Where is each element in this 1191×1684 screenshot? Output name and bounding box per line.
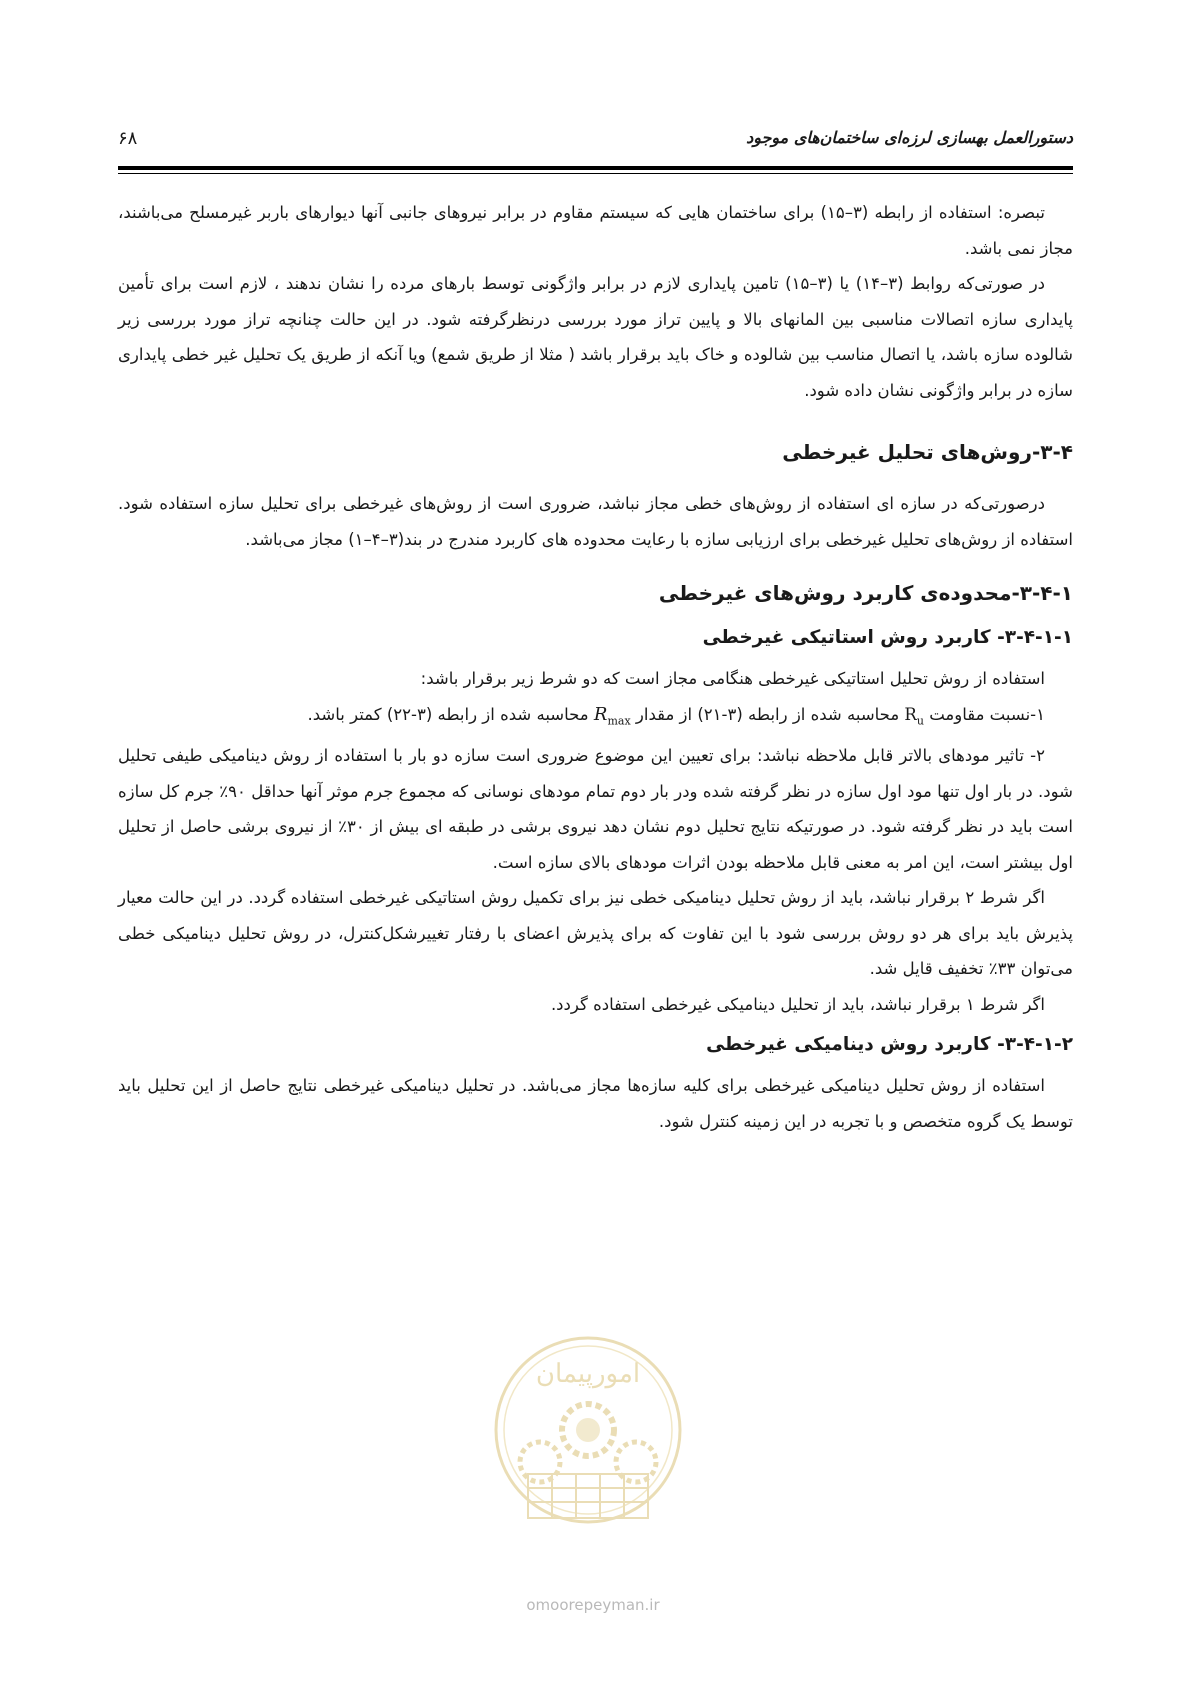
page-header: [118, 128, 1073, 152]
header-rule-thin: [118, 173, 1073, 174]
paragraph-static-conditions: استفاده از روش تحلیل استاتیکی غیرخطی هنگامی مجاز است که دو شرط زیر برقرار باشد:: [420, 669, 1045, 688]
paragraph-condition-1: [118, 697, 1073, 739]
section-heading-3-4-1-2: ۳-۴-۱-۲- کاربرد روش دینامیکی غیرخطی: [706, 1034, 1073, 1056]
paragraph-nonlinear-intro: درصورتی‌که در سازه ای استفاده از روش‌های خطی مجاز نباشد، ضروری است از روش‌های غیرخطی برای تحلیل سازه استفاده شود. استفاده از روش‌های تحلیل غیرخطی برای ارزیابی سازه با رعایت محدوده های کاربرد مندرج در بند(۳–۴–۱) مجاز می‌باشد.: [118, 494, 1073, 549]
paragraph-condition-2-fail: اگر شرط ۲ برقرار نباشد، باید از روش تحلیل دینامیکی خطی نیز برای تکمیل روش استاتیکی غیرخطی استفاده گردد. در این حالت معیار پذیرش باید برای هر دو روش بررسی شود با این تفاوت که برای پذیرش اعضای با رفتار تغییرشکل‌کنترل، در روش تحلیل دینامیکی خطی می‌توان ۳۳٪ تخفیف قایل شد.: [118, 888, 1073, 979]
page-body: [118, 195, 1073, 1139]
section-heading-3-4: ۳-۴-روش‌های تحلیل غیرخطی: [782, 440, 1073, 464]
condition-1-part-b: محاسبه شده از رابطه (۳-۲۱) از مقدار: [635, 704, 900, 724]
paragraph-condition-1-fail: اگر شرط ۱ برقرار نباشد، باید از تحلیل دینامیکی غیرخطی استفاده گردد.: [550, 994, 1045, 1014]
header-title: دستورالعمل بهسازی لرزه‌ای ساختمان‌های موجود: [746, 128, 1073, 147]
section-heading-3-4-1: ۳-۴-۱-محدوده‌ی کاربرد روش‌های غیرخطی: [658, 581, 1073, 605]
condition-1-part-a: ۱-نسبت مقاومت: [929, 704, 1045, 724]
ru-symbol: $R_u$: [904, 704, 924, 727]
rmax-symbol: $R_{max}$: [593, 703, 631, 727]
watermark-site: omoorepeyman.ir: [526, 1596, 660, 1614]
watermark-logo: [488, 1312, 688, 1552]
section-heading-3-4-1-1: ۳-۴-۱-۱- کاربرد روش استاتیکی غیرخطی: [702, 627, 1073, 648]
watermark-logo-text: امورپیمان: [535, 1359, 641, 1389]
header-rule-thick: [118, 166, 1073, 170]
page-number: ۶۸: [118, 128, 138, 149]
condition-1-part-c: محاسبه شده از رابطه (۳-۲۲) کمتر باشد.: [307, 704, 589, 724]
paragraph-note: تبصره: استفاده از رابطه (۳–۱۵) برای ساختمان هایی که سیستم مقاوم در برابر نیروهای جانبی آنها دیوارهای باربر غیرمسلح می‌باشند، مجاز نمی باشد.: [118, 203, 1073, 258]
paragraph-overturning: در صورتی‌که روابط (۳–۱۴) یا (۳–۱۵) تامین پایداری لازم در برابر واژگونی توسط بارهای مرده را نشان ندهند ، لازم است برای تأمین پایداری سازه اتصالات مناسبی بین المانهای بالا و پایین تراز مورد بررسی درنظرگرفته شود. در این حالت چنانچه تراز مورد بررسی زیر شالوده سازه باشد، یا اتصال مناسب بین شالوده و خاک باید برقرار باشد ( مثلا از طریق شمع) ویا آنکه از طریق یک تحلیل غیر خطی پایداری سازه در برابر واژگونی نشان داده شود.: [118, 274, 1073, 400]
paragraph-condition-2: ۲- تاثیر مودهای بالاتر قابل ملاحظه نباشد: برای تعیین این موضوع ضروری است سازه دو بار با استفاده از روش دینامیکی طیفی تحلیل شود. در بار اول تنها مود اول سازه در نظر گرفته شده ودر بار دوم تمام مودهای نوسانی که مجموع جرم موثر آنها حداقل ۹۰٪ جرم کل سازه است باید در نظر گرفته شود. در صورتیکه نتایج تحلیل دوم نشان دهد نیروی برشی در طبقه ای بیش از ۳۰٪ از نیروی برشی حاصل از تحلیل اول بیشتر است، این امر به معنی قابل ملاحظه بودن اثرات مودهای بالای سازه است.: [118, 746, 1074, 872]
paragraph-dynamic: استفاده از روش تحلیل دینامیکی غیرخطی برای کلیه سازه‌ها مجاز می‌باشد. در تحلیل دینامیکی غیرخطی نتایج حاصل از این تحلیل باید توسط یک گروه متخصص و با تجربه در این زمینه کنترل شود.: [118, 1076, 1073, 1131]
